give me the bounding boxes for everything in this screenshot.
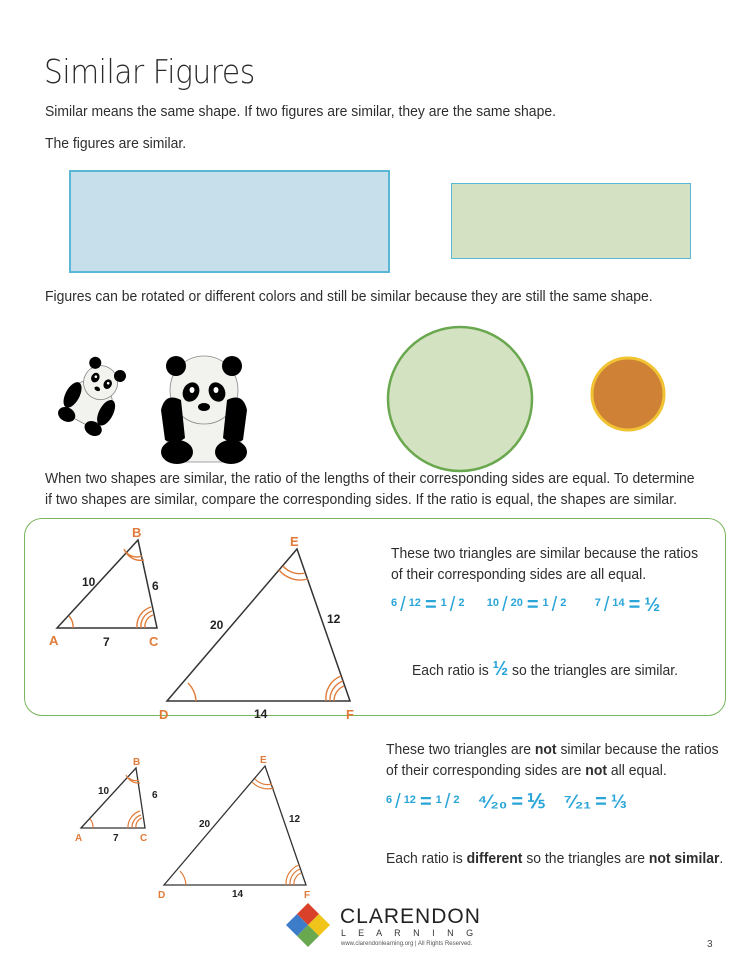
vertex-label-d: D [159,707,169,722]
similar-ratios [391,594,660,617]
vertex-label-d: D [158,890,166,901]
ratio-1: $^6$ / $^{12}$ = $^1$ / $^2$ [386,791,460,813]
side-label-ac: 7 [103,635,110,649]
conclusion-ratio-value: ½ [492,658,509,680]
ratio-3: ⁷⁄₂₁ = ⅓ [563,791,627,813]
ratio-explanation-line1: When two shapes are similar, the ratio of the lengths of their corresponding sides are equal. To determine [45,470,695,487]
brand-name: CLARENDON [340,905,481,928]
vertex-label-f: F [304,890,311,901]
vertex-label-e: E [260,755,267,766]
rotated-note-text: Figures can be rotated or different colors and still be similar because they are still the same shape. [45,288,653,305]
side-label-ef: 12 [327,612,341,626]
vertex-label-c: C [140,833,148,844]
side-label-ac: 7 [113,833,119,844]
vertex-label-a: A [75,833,83,844]
vertex-label-f: F [346,707,354,722]
not-similar-conclusion: Each ratio is different so the triangles are not similar. [386,850,724,867]
vertex-label-b: B [133,757,141,768]
similar-conclusion: Each ratio is ½ so the triangles are similar. [412,658,678,680]
ratio-3: $^7$ / $^{14}$ = ½ [594,594,661,616]
small-green-rectangle [451,183,691,259]
not-similar-triangles-diagram [70,752,330,902]
page-number: 3 [707,939,713,950]
intro-text: Similar means the same shape. If two figures are similar, they are the same shape. [45,103,556,120]
vertex-label-e: E [290,534,299,549]
not-similar-text-line2: of their corresponding sides are not all equal. [386,762,667,779]
small-panda-image [58,355,130,435]
similar-text-line2: of their corresponding sides are all equal. [391,566,647,583]
ratio-explanation-line2: if two shapes are similar, compare the corresponding sides. If the ratio is equal, the shapes are similar. [45,491,677,508]
side-label-ab: 10 [98,786,110,797]
side-label-ef: 12 [289,814,301,825]
side-label-df: 14 [254,707,268,721]
side-label-de: 20 [210,618,224,632]
not-similar-ratios [386,791,627,814]
ratio-1: $^6$ / $^{12}$ = $^1$ / $^2$ [391,594,465,616]
side-label-bc: 6 [152,579,159,593]
ratio-2: $^{10}$ / $^{20}$ = $^1$ / $^2$ [486,594,567,616]
page-title: Similar Figures [44,52,255,91]
similar-text-line1: These two triangles are similar because the ratios [391,545,699,562]
side-label-bc: 6 [152,790,158,801]
vertex-label-a: A [49,633,59,648]
clarendon-logo-icon [285,902,331,948]
ratio-2: ⁴⁄₂₀ = ⅕ [477,791,546,813]
large-blue-rectangle [69,170,390,273]
side-label-ab: 10 [82,575,96,589]
large-panda-image [155,348,253,466]
not-similar-text-line1: These two triangles are not similar because the ratios [386,741,719,758]
figures-similar-text: The figures are similar. [45,135,187,152]
vertex-label-c: C [149,634,159,649]
brand-subtitle: L E A R N I N G [341,928,479,938]
large-green-circle [386,325,536,475]
similar-triangles-diagram [30,520,370,722]
vertex-label-b: B [132,525,142,540]
small-orange-circle [588,355,668,435]
side-label-df: 14 [232,889,244,900]
side-label-de: 20 [199,819,211,830]
footer-website: www.clarendonlearning.org | All Rights Reserved. [341,941,473,947]
